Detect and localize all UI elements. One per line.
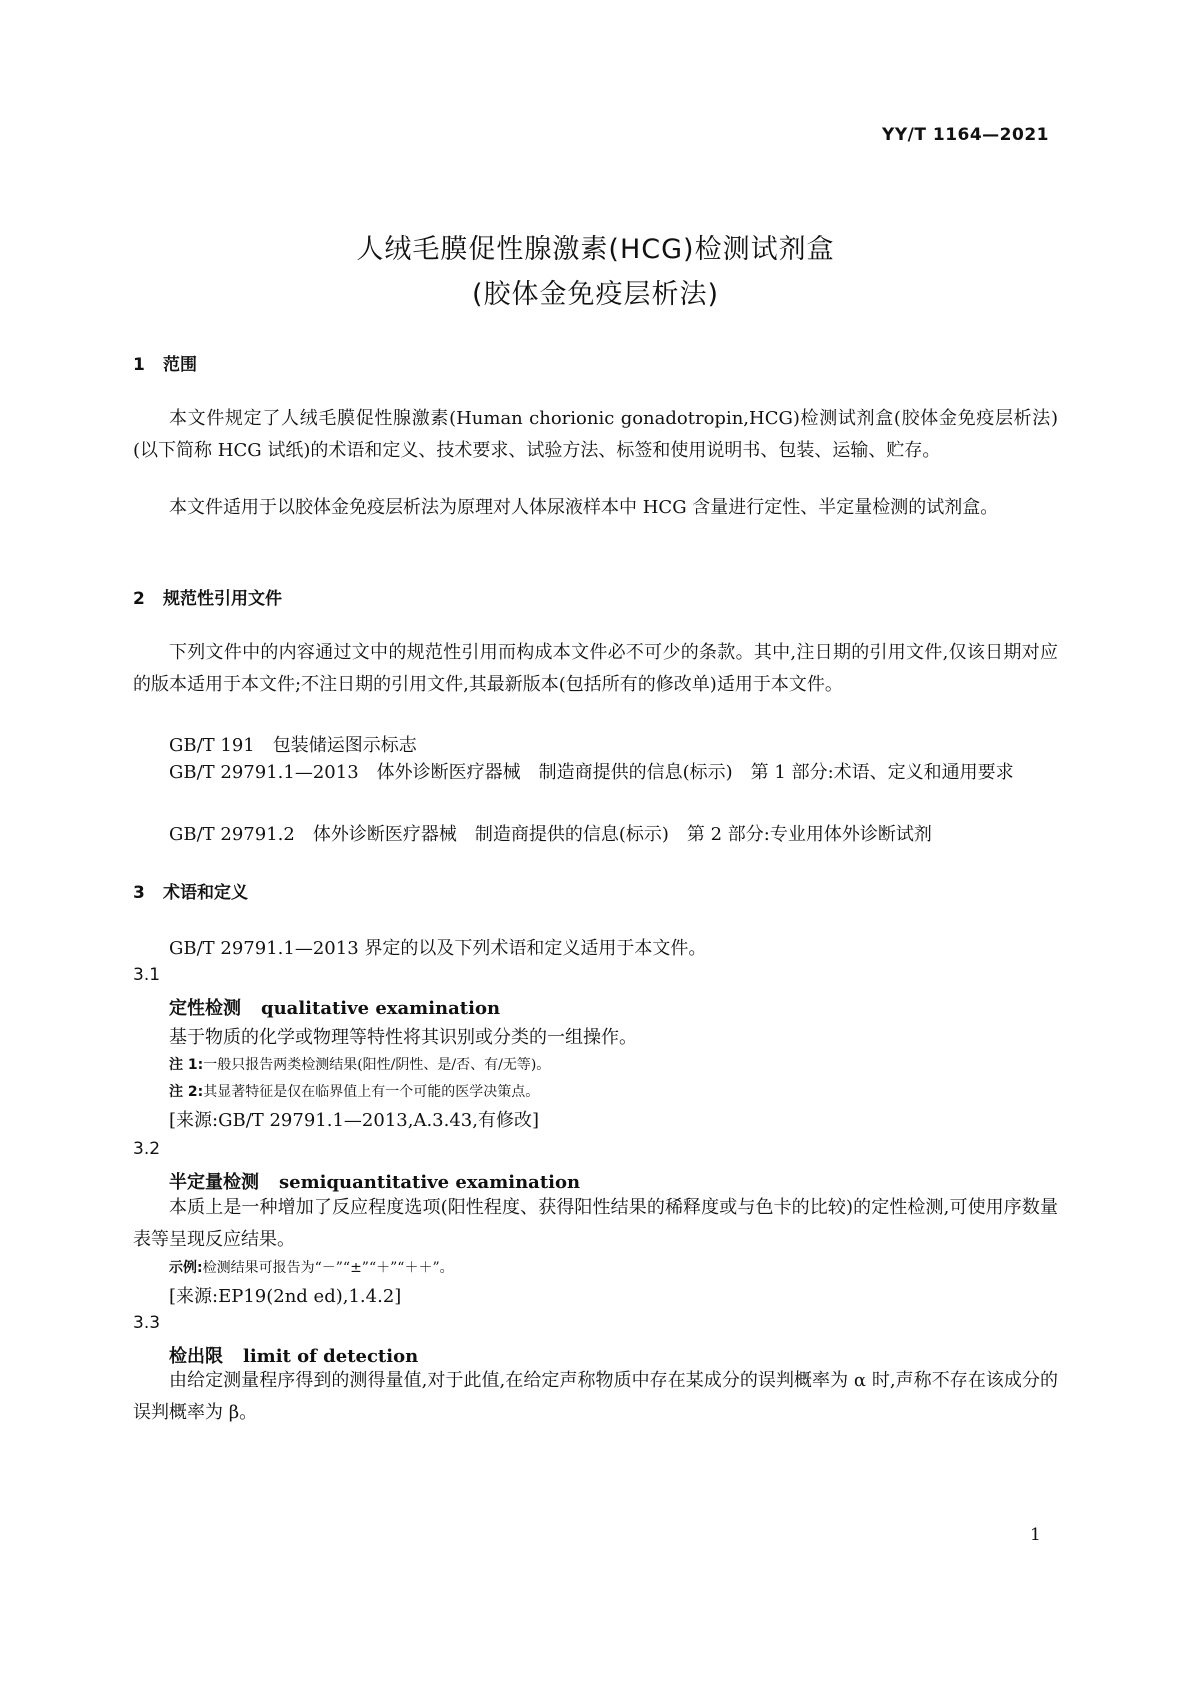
section-1-paragraph-1: 本文件规定了人绒毛膜促性腺激素(Human chorionic gonadotropin,HCG)检测试剂盒(胶体金免疫层析法)(以下简称 HCG 试纸)的术语和定义、技术要求、试验方法、标签和使用说明书、包装、运输、贮存。 — [133, 408, 1058, 461]
standard-number: YY/T 1164—2021 — [882, 125, 1049, 145]
term-chinese: 检出限 — [169, 1346, 223, 1367]
section-number: 1 — [133, 355, 145, 375]
document-title-line1: 人绒毛膜促性腺激素(HCG)检测试剂盒 — [356, 234, 835, 265]
note-label: 注 1: — [169, 1057, 204, 1073]
section-number: 2 — [133, 589, 145, 609]
term-3-1-note-1 — [169, 1054, 550, 1074]
example-text: 检测结果可报告为“－”“±”“＋”“＋＋”。 — [202, 1260, 454, 1276]
section-title: 规范性引用文件 — [163, 589, 282, 609]
section-3-intro: GB/T 29791.1—2013 界定的以及下列术语和定义适用于本文件。 — [169, 938, 707, 959]
term-3-2-source: [来源:EP19(2nd ed),1.4.2] — [169, 1286, 402, 1307]
section-title: 术语和定义 — [163, 883, 248, 903]
normative-reference-2: GB/T 29791.1—2013 体外诊断医疗器械 制造商提供的信息(标示) 第 1 部分:术语、定义和通用要求 — [169, 762, 1014, 783]
term-english: limit of detection — [243, 1346, 419, 1367]
term-chinese: 半定量检测 — [169, 1172, 259, 1193]
section-1-heading — [133, 350, 197, 375]
normative-reference-3: GB/T 29791.2 体外诊断医疗器械 制造商提供的信息(标示) 第 2 部分:专业用体外诊断试剂 — [169, 824, 932, 845]
section-2-heading — [133, 584, 282, 609]
term-3-1-note-2 — [169, 1081, 539, 1101]
term-english: semiquantitative examination — [279, 1172, 581, 1193]
term-3-2-example — [169, 1257, 454, 1277]
note-label: 注 2: — [169, 1084, 204, 1100]
term-3-1-title — [169, 994, 500, 1020]
example-label: 示例: — [169, 1260, 203, 1276]
term-3-1-definition: 基于物质的化学或物理等特性将其识别或分类的一组操作。 — [169, 1027, 637, 1048]
section-3-heading — [133, 878, 248, 903]
section-title: 范围 — [163, 355, 197, 375]
term-3-2-number: 3.2 — [133, 1139, 161, 1159]
page-number: 1 — [1030, 1525, 1041, 1545]
term-3-2-title — [169, 1168, 580, 1194]
normative-reference-1: GB/T 191 包装储运图示标志 — [169, 735, 417, 756]
term-3-1-source: [来源:GB/T 29791.1—2013,A.3.43,有修改] — [169, 1110, 539, 1131]
term-3-2-definition: 本质上是一种增加了反应程度选项(阳性程度、获得阳性结果的稀释度或与色卡的比较)的定性检测,可使用序数量表等呈现反应结果。 — [133, 1197, 1058, 1250]
document-title-line2: (胶体金免疫层析法) — [471, 279, 720, 310]
term-3-3-definition: 由给定测量程序得到的测得量值,对于此值,在给定声称物质中存在某成分的误判概率为 α 时,声称不存在该成分的误判概率为 β。 — [133, 1370, 1058, 1423]
note-text: 一般只报告两类检测结果(阳性/阴性、是/否、有/无等)。 — [203, 1057, 551, 1073]
term-3-1-number: 3.1 — [133, 965, 161, 985]
section-number: 3 — [133, 883, 145, 903]
note-text: 其显著特征是仅在临界值上有一个可能的医学决策点。 — [203, 1084, 540, 1100]
term-english: qualitative examination — [261, 998, 501, 1019]
section-2-paragraph: 下列文件中的内容通过文中的规范性引用而构成本文件必不可少的条款。其中,注日期的引用文件,仅该日期对应的版本适用于本文件;不注日期的引用文件,其最新版本(包括所有的修改单)适用于本文件。 — [133, 642, 1058, 695]
term-chinese: 定性检测 — [169, 998, 241, 1019]
term-3-3-number: 3.3 — [133, 1313, 161, 1333]
section-1-paragraph-2: 本文件适用于以胶体金免疫层析法为原理对人体尿液样本中 HCG 含量进行定性、半定量检测的试剂盒。 — [169, 497, 999, 518]
